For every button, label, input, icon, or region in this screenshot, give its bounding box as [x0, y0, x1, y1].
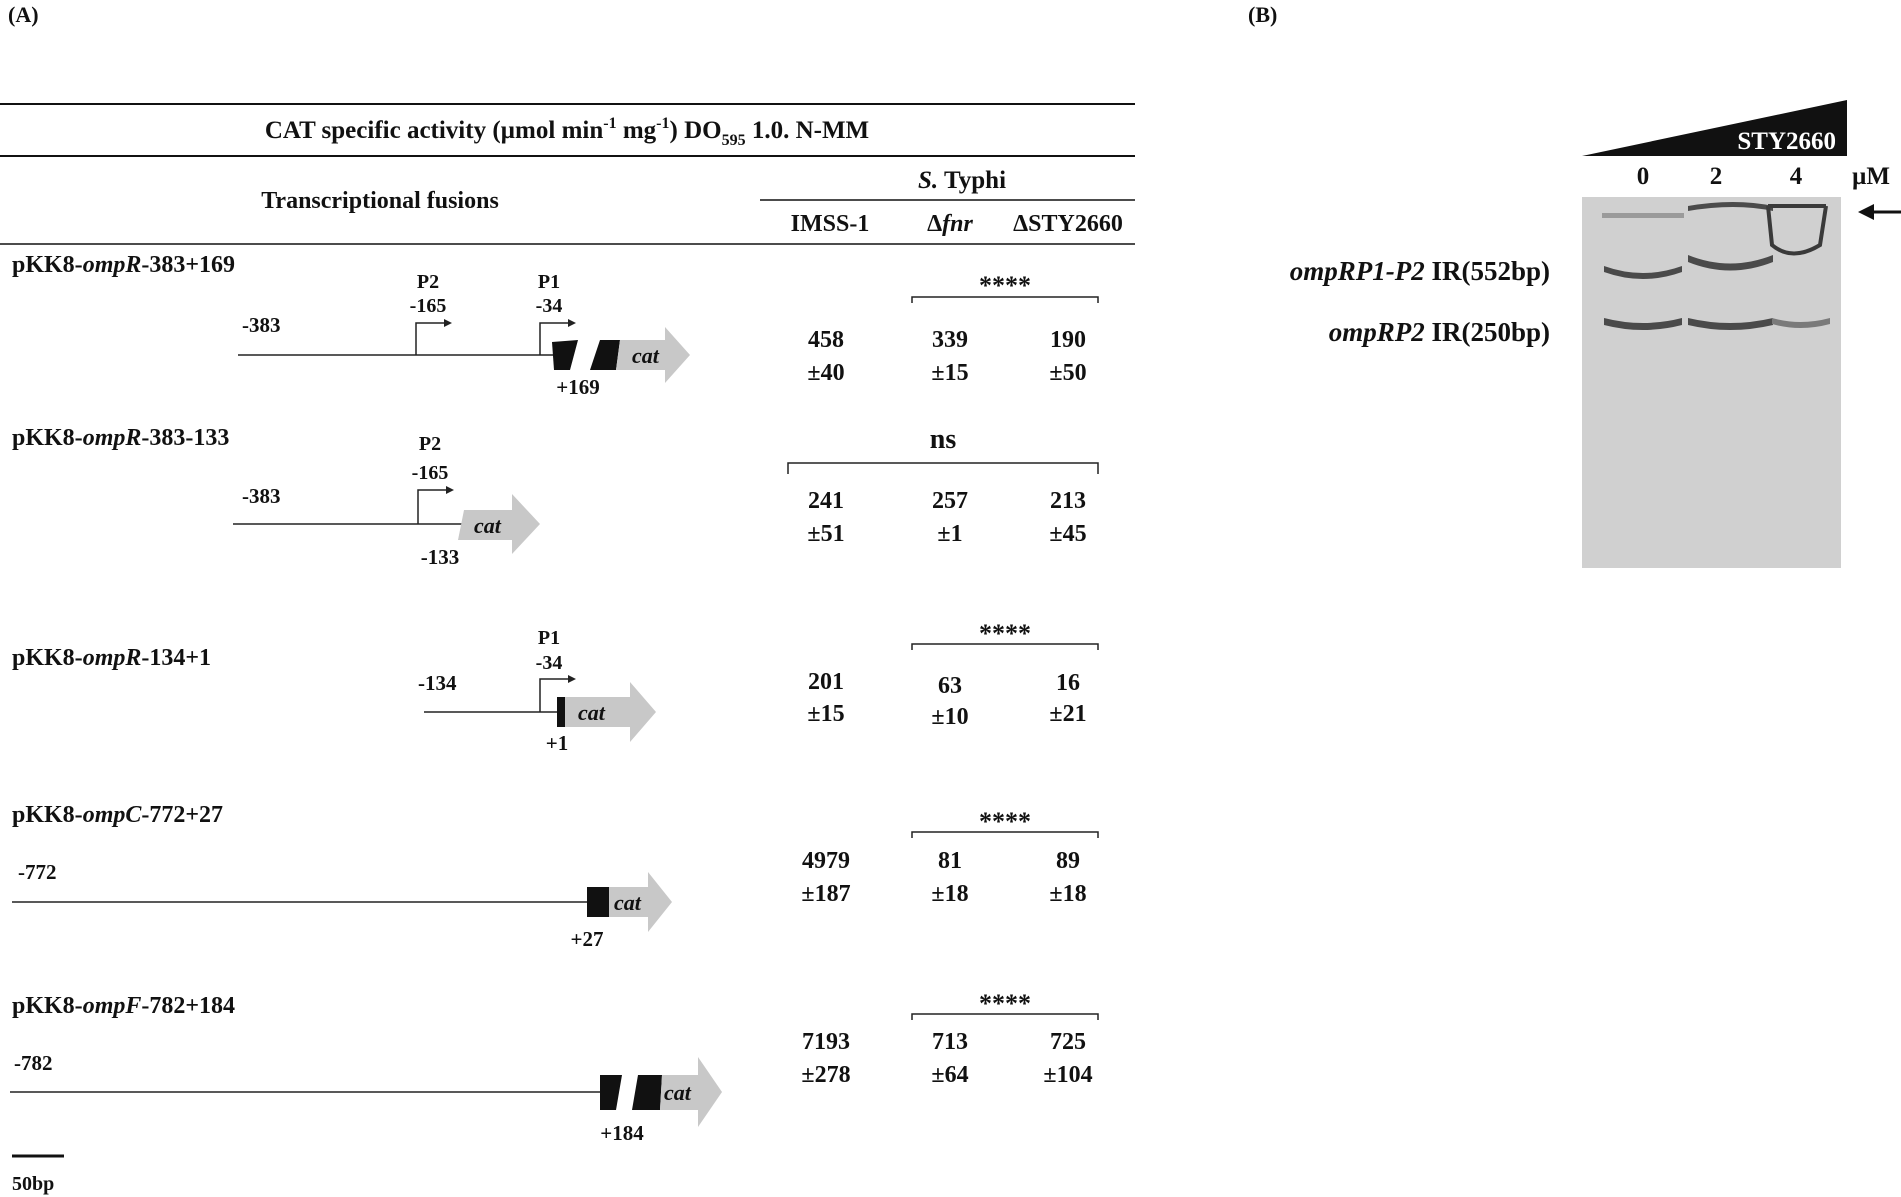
significance-bracket — [788, 463, 1098, 474]
promoter-p2-arrow — [416, 323, 444, 355]
start-coordinate: -772 — [18, 860, 57, 884]
activity-value-wildtype: 458 — [808, 327, 844, 353]
cat-gene-label: cat — [614, 890, 641, 915]
construct-name: pKK8-ompR-383-133 — [12, 425, 230, 451]
promoter-p2-position: -165 — [411, 462, 449, 484]
gel-well — [1602, 213, 1684, 218]
panel-b-label: (B) — [1248, 2, 1278, 27]
activity-value-fnr: 63 — [938, 673, 962, 699]
table-title: CAT specific activity (µmol $\min^{-1} mg^{-1}$) $DO_{595}$ 1.0. N-MM — [264, 115, 870, 149]
activity-value-sty2660: 725 — [1050, 1029, 1086, 1055]
construct-row — [10, 989, 1098, 1145]
promoter-p1-position: -34 — [535, 295, 563, 317]
promoter-p1-name: P1 — [537, 627, 561, 649]
band-label-250: ompRP2 IR(250bp) — [1328, 317, 1550, 347]
start-coordinate: -383 — [242, 313, 281, 337]
column-header-sty2660-mutant: ΔSTY2660 — [1013, 211, 1123, 237]
promoter-p1-arrowhead — [568, 675, 576, 683]
cat-gene-label: cat — [474, 513, 501, 538]
lane-concentration: 2 — [1709, 163, 1723, 190]
significance-label: **** — [979, 619, 1031, 648]
cat-gene-label: cat — [578, 700, 605, 725]
panel-a-label: (A) — [8, 2, 39, 27]
gene-fragment-block — [632, 1075, 662, 1110]
gene-fragment-block — [557, 697, 565, 727]
promoter-p1-position: -34 — [535, 652, 563, 674]
promoter-p1-arrowhead — [568, 319, 576, 327]
protein-label: STY2660 — [1737, 128, 1836, 155]
end-coordinate: +169 — [556, 375, 600, 399]
construct-row — [12, 802, 1098, 951]
promoter-p2-arrowhead — [444, 319, 452, 327]
emsa-gel-panel — [1290, 100, 1901, 568]
construct-row — [12, 619, 1098, 755]
activity-value-sty2660: 16 — [1056, 670, 1080, 696]
activity-error-fnr: ±15 — [931, 360, 969, 386]
promoter-p2-position: -165 — [409, 295, 447, 317]
promoter-p2-name: P2 — [416, 271, 440, 293]
activity-value-wildtype: 241 — [808, 488, 844, 514]
construct-row — [12, 252, 1098, 399]
end-coordinate: +1 — [545, 731, 569, 755]
lane-concentration: 0 — [1636, 163, 1650, 190]
cat-gene-label: cat — [632, 343, 659, 368]
activity-value-fnr: 257 — [932, 488, 968, 514]
fusions-header: Transcriptional fusions — [261, 188, 499, 214]
activity-value-sty2660: 89 — [1056, 848, 1080, 874]
construct-name: pKK8-ompR-134+1 — [12, 645, 212, 671]
construct-name: pKK8-ompR-383+169 — [12, 252, 236, 278]
significance-label: **** — [979, 807, 1031, 836]
construct-name: pKK8-ompF-782+184 — [12, 993, 236, 1019]
activity-table — [0, 104, 1135, 244]
shifted-complex-arrowhead — [1858, 204, 1874, 220]
start-coordinate: -134 — [418, 671, 457, 695]
activity-value-wildtype: 7193 — [802, 1029, 850, 1055]
scale-bar-label: 50bp — [12, 1173, 55, 1195]
gene-fragment-block — [552, 340, 578, 370]
significance-label: **** — [979, 271, 1031, 300]
activity-value-sty2660: 213 — [1050, 488, 1086, 514]
activity-error-fnr: ±1 — [937, 521, 963, 547]
end-coordinate: -133 — [420, 545, 460, 569]
band-label-552: ompRP1-P2 IR(552bp) — [1289, 256, 1550, 286]
activity-error-sty2660: ±18 — [1049, 881, 1087, 907]
column-header-wildtype: IMSS-1 — [790, 211, 870, 237]
end-coordinate: +184 — [600, 1121, 644, 1145]
activity-error-wildtype: ±40 — [807, 360, 845, 386]
construct-row — [12, 424, 1098, 569]
activity-error-wildtype: ±51 — [807, 521, 845, 547]
activity-value-fnr: 339 — [932, 327, 968, 353]
activity-error-sty2660: ±21 — [1049, 701, 1087, 727]
activity-error-sty2660: ±50 — [1049, 360, 1087, 386]
promoter-p2-arrow — [418, 490, 446, 524]
start-coordinate: -383 — [242, 484, 281, 508]
construct-name: pKK8-ompC-772+27 — [12, 802, 224, 828]
significance-label: **** — [979, 989, 1031, 1018]
activity-error-fnr: ±10 — [931, 704, 969, 730]
gene-fragment-block — [600, 1075, 622, 1110]
activity-error-sty2660: ±104 — [1043, 1062, 1093, 1088]
activity-value-wildtype: 4979 — [802, 848, 850, 874]
end-coordinate: +27 — [570, 927, 604, 951]
promoter-p2-arrowhead — [446, 486, 454, 494]
activity-error-wildtype: ±15 — [807, 701, 845, 727]
gene-fragment-block — [587, 887, 609, 917]
activity-error-wildtype: ±278 — [801, 1062, 851, 1088]
gene-fragment-block — [590, 340, 620, 370]
strain-group-header: S. Typhi — [917, 167, 1007, 194]
activity-value-sty2660: 190 — [1050, 327, 1086, 353]
activity-value-wildtype: 201 — [808, 669, 844, 695]
activity-error-wildtype: ±187 — [801, 881, 851, 907]
significance-label: ns — [929, 424, 957, 455]
column-header-fnr-mutant: Δfnr — [927, 211, 973, 237]
activity-value-fnr: 713 — [932, 1029, 968, 1055]
lane-concentration: 4 — [1789, 163, 1803, 190]
start-coordinate: -782 — [14, 1051, 53, 1075]
activity-error-fnr: ±64 — [931, 1062, 969, 1088]
promoter-p1-name: P1 — [537, 271, 561, 293]
activity-error-sty2660: ±45 — [1049, 521, 1087, 547]
cat-gene-label: cat — [664, 1080, 691, 1105]
concentration-unit: µM — [1852, 163, 1891, 190]
activity-error-fnr: ±18 — [931, 881, 969, 907]
activity-value-fnr: 81 — [938, 848, 962, 874]
promoter-p2-name: P2 — [418, 433, 442, 455]
